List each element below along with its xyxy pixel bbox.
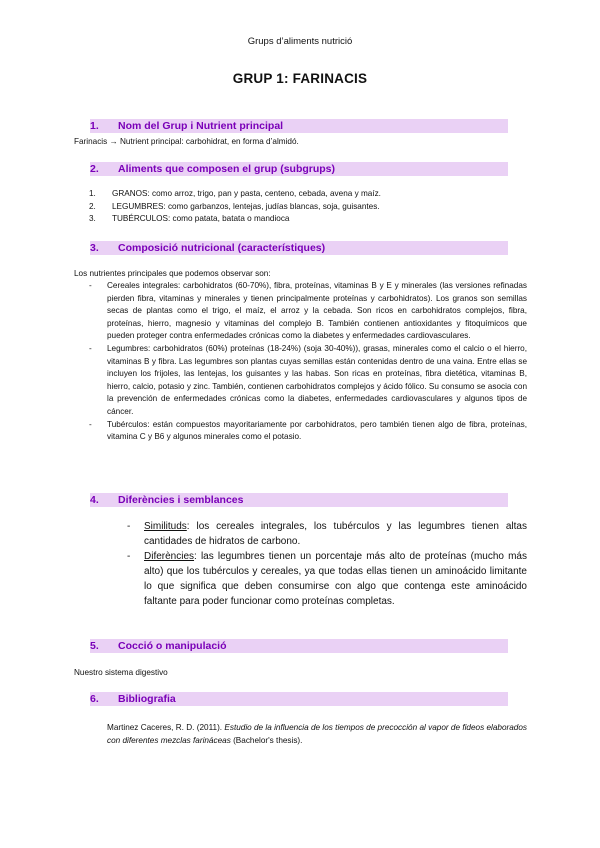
section-title: Cocció o manipulació: [118, 640, 227, 652]
list-item: 2. LEGUMBRES: como garbanzos, lentejas, judías blancas, soja, guisantes.: [89, 201, 380, 211]
section-title: Bibliografia: [118, 693, 176, 705]
section-heading-6: [90, 692, 508, 706]
section-number: 5.: [90, 640, 99, 652]
list-item: - Cereales integrales: carbohidratos (60-70%), fibra, proteínas, vitaminas B y E y minerales (las versiones refinadas pierden fibra, vitaminas y minerales y tienen principalmente proteínas y carbohidratos). Los granos son semillas secas de plantas como el trigo, el maíz, el arroz y la cebada. Son ricos en carbohidratos complejos, fibra, proteínas, hierro, magnesio y vitaminas del complejo B. También contienen antioxidantes y fitoquímicos que pueden proteger contra enfermedades crónicas como la diabetes y enfermedades cardiovasculares.: [89, 281, 527, 341]
section-heading-5: [90, 639, 508, 653]
section-number: 4.: [90, 494, 99, 506]
section-title: Nom del Grup i Nutrient principal: [118, 120, 284, 132]
list-item: - Legumbres: carbohidratos (60%) proteínas (18-24%) (soja 30-40%)), grasas, minerales como el calcio o el hierro, vitaminas B y fibra. Las legumbres son plantas cuyas semillas están contenidas dentro de una vaina. Entre ellas se incluyen los frijoles, las lentejas, los guisantes y las habas. Son ricas en proteínas, fibra dietética, vitaminas B, hierro, calcio, potasio y zinc. También, contienen carbohidratos complejos y ácido fólico. Su consumo se asocia con la prevención de enfermedades crónicas como la diabetes, enfermedades cardiovasculares y algunos tipos de cáncer.: [89, 343, 527, 416]
differences-list: [127, 519, 527, 609]
section-title: Diferències i semblances: [118, 494, 244, 506]
reference-work-title: Estudio de la influencia de los tiempos de precocción al vapor de fideos elaborados con diferentes mezclas farináceas: [107, 723, 527, 745]
section-title: Composició nutricional (característiques): [118, 242, 326, 254]
page-title: GRUP 1: FARINACIS: [232, 71, 368, 86]
group-nutrient-text: Farinacis → Nutrient principal: carbohidrat, en forma d’almidó.: [74, 137, 299, 146]
nutrients-intro: Los nutrientes principales que podemos observar son:: [74, 269, 271, 278]
subgroup-list: [89, 188, 509, 226]
list-item: - Similituds: los cereales integrales, los tubérculos y las legumbres tienen altas cantidades de hidratos de carbono.: [127, 521, 527, 547]
section-heading-4: [90, 493, 508, 507]
section-heading-2: [90, 162, 508, 176]
bibliography-reference: Martinez Caceres, R. D. (2011). Estudio de la influencia de los tiempos de precocción al vapor de fideos elaborados con diferentes mezclas farináceas (Bachelor's thesis).: [107, 723, 527, 745]
section-number: 6.: [90, 693, 99, 705]
differences-label: Diferències: [144, 551, 195, 562]
section-number: 3.: [90, 242, 99, 254]
section-heading-1: [90, 119, 508, 133]
section-number: 2.: [90, 163, 99, 175]
list-item: 1. GRANOS: como arroz, trigo, pan y pasta, centeno, cebada, avena y maíz.: [89, 189, 381, 198]
running-header: Grups d’aliments nutrició: [247, 36, 353, 47]
cooking-text: Nuestro sistema digestivo: [74, 668, 168, 677]
similarities-label: Similituds: [144, 521, 187, 532]
nutrients-list: [89, 280, 527, 444]
list-item: - Diferències: las legumbres tienen un porcentaje más alto de proteínas (mucho más alto) que los tubérculos y cereales, ya que todas ellas tienen un aminoácido limitante lo que significa que deben consumirse con algo que contenga este aminoácido faltante para poder funcionar como proteínas completas.: [127, 551, 527, 607]
list-item: - Tubérculos: están compuestos mayoritariamente por carbohidratos, pero también tienen algo de fibra, proteínas, vitamina C y B6 y algunos minerales como el potasio.: [89, 419, 527, 442]
list-item: 3. TUBÉRCULOS: como patata, batata o mandioca: [89, 214, 290, 224]
section-heading-3: [90, 241, 508, 255]
section-number: 1.: [90, 120, 99, 132]
section-title: Aliments que composen el grup (subgrups): [118, 163, 336, 175]
